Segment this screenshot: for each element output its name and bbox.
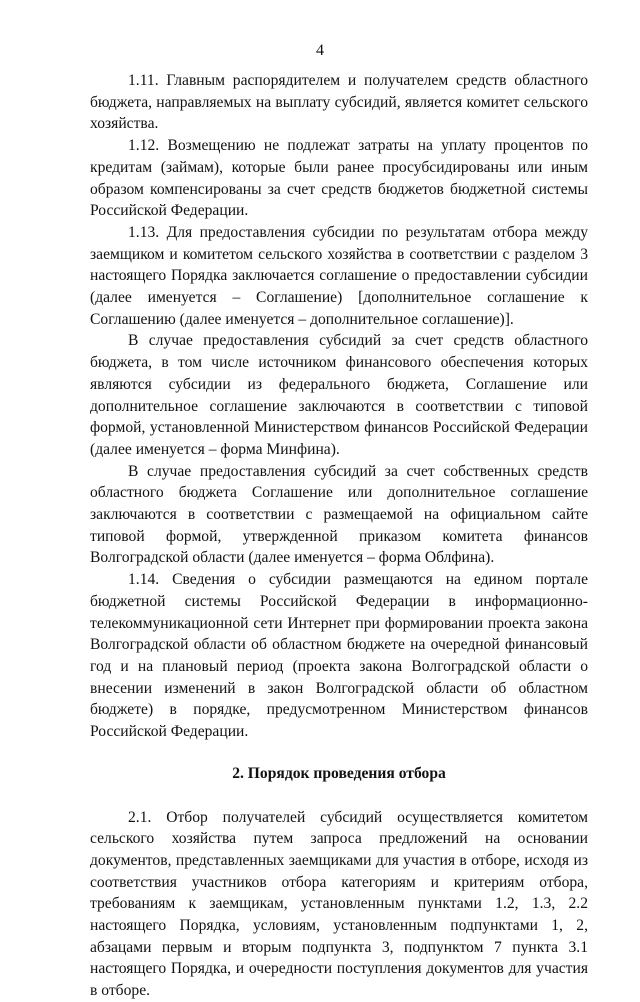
paragraph-1-14: 1.14. Сведения о субсидии размещаются на едином портале бюджетной системы Российской Федерации в информационно-телекоммуникационной сети Интернет при формировании проекта закона Волгоградской области об областном бюджете на очередной финансовый год и на плановый период (проекта закона Волгоградской области о внесении изменений в закон Волгоградской области об областном бюджете) в порядке, предусмотренном Министерством финансов Российской Федерации. [90, 571, 588, 741]
section-title: 2. Порядок проведения отбора [232, 764, 446, 782]
document-body [90, 70, 588, 1002]
paragraph-1-12: 1.12. Возмещению не подлежат затраты на уплату процентов по кредитам (займам), которые были ранее просубсидированы или иным образом компенсированы за счет средств бюджетов бюджетной системы Российской Федерации. [90, 137, 588, 220]
paragraph-1-13-oblfin: В случае предоставления субсидий за счет собственных средств областного бюджета Соглашение или дополнительное соглашение заключаются в соответствии с размещаемой на официальном сайте типовой формой, утвержденной приказом комитета финансов Волгоградской области (далее именуется – форма Облфина). [90, 462, 588, 567]
paragraph-2-1: 2.1. Отбор получателей субсидий осуществляется комитетом сельского хозяйства путем запроса предложений на основании документов, представленных заемщиками для участия в отборе, исходя из соответствия участников отбора категориям и критериям отбора, требованиям к заемщикам, установленным пунктами 1.2, 1.3, 2.2 настоящего Порядка, условиям, установленным подпунктами 1, 2, абзацами первым и вторым подпункта 3, подпунктом 7 пункта 3.1 настоящего Порядка, и очередности поступления документов для участия в отборе. [90, 808, 588, 1000]
paragraph-1-13: 1.13. Для предоставления субсидии по результатам отбора между заемщиком и комитетом сельского хозяйства в соответствии с разделом 3 настоящего Порядка заключается соглашение о предоставлении субсидии (далее именуется – Соглашение) [дополнительное соглашение к Соглашению (далее именуется – дополнительное соглашение)]. [90, 223, 588, 328]
page-number: 4 [316, 42, 324, 59]
paragraph-1-11: 1.11. Главным распорядителем и получателем средств областного бюджета, направляемых на выплату субсидий, является комитет сельского хозяйства. [90, 72, 588, 133]
paragraph-1-13-minfin: В случае предоставления субсидий за счет средств областного бюджета, в том числе источником финансового обеспечения которых являются субсидии из федерального бюджета, Соглашение или дополнительное соглашение заключаются в соответствии с типовой формой, установленной Министерством финансов Российской Федерации (далее именуется – форма Минфина). [90, 332, 588, 458]
